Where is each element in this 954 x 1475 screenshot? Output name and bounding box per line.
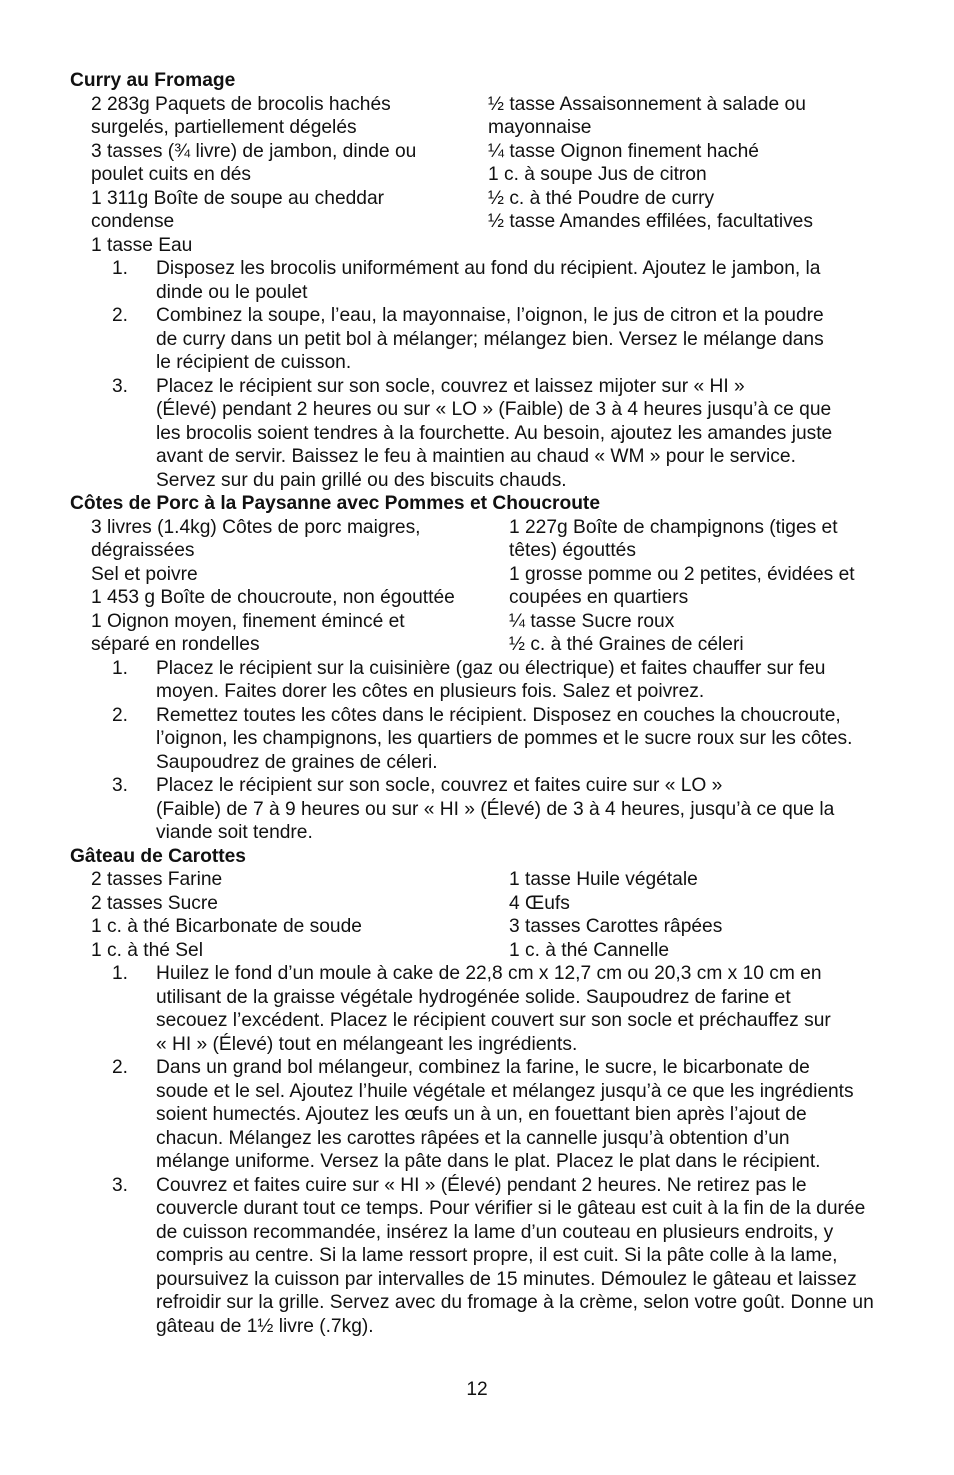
instruction-step xyxy=(112,304,906,375)
step-text-line: avant de servir. Baissez le feu à maintien au chaud « WM » pour le service. xyxy=(156,446,796,467)
step-text-line: secouez l’excédent. Placez le récipient couvert sur son socle et préchauffez sur xyxy=(156,1010,831,1031)
ingredient-line: ¼ tasse Sucre roux xyxy=(509,610,675,632)
ingredient-line: 1 c. à thé Bicarbonate de soude xyxy=(91,916,362,937)
instructions-list xyxy=(70,657,906,845)
ingredient-line: condense xyxy=(91,211,175,232)
ingredient-line: ½ c. à thé Poudre de curry xyxy=(488,187,715,209)
step-text-line: Dans un grand bol mélangeur, combinez la farine, le sucre, le bicarbonate de xyxy=(156,1057,810,1078)
instructions-list xyxy=(70,257,906,492)
recipe-title: Gâteau de Carottes xyxy=(70,845,246,867)
ingredient-line: 1 453 g Boîte de choucroute, non égouttée xyxy=(91,587,455,608)
step-text-line: Placez le récipient sur son socle, couvrez et faites cuire sur « LO » xyxy=(156,775,723,796)
step-text-line: Servez sur du pain grillé ou des biscuits chauds. xyxy=(156,469,567,491)
ingredient-line: 1 c. à thé Sel xyxy=(91,939,203,961)
ingredient-line: 1 227g Boîte de champignons (tiges et xyxy=(509,516,838,538)
step-text-line: couvercle durant tout ce temps. Pour vérifier si le gâteau est cuit à la fin de la durée xyxy=(156,1198,866,1219)
step-number: 1. xyxy=(112,657,129,679)
ingredient-line: 2 tasses Sucre xyxy=(91,892,218,914)
step-text-line: les brocolis soient tendres à la fourchette. Au besoin, ajoutez les amandes juste xyxy=(156,422,833,444)
step-text-line: (Faible) de 7 à 9 heures ou sur « HI » (Élevé) de 3 à 4 heures, jusqu’à ce que la xyxy=(156,798,835,820)
ingredient-line: 1 Oignon moyen, finement émincé et xyxy=(91,610,405,632)
page-number: 12 xyxy=(466,1379,488,1400)
step-text-line: de cuisson recommandée, insérez la lame d’un couteau en plusieurs endroits, y xyxy=(156,1221,834,1243)
step-number: 2. xyxy=(112,305,129,326)
step-text-line: Disposez les brocolis uniformément au fond du récipient. Ajoutez le jambon, la xyxy=(156,258,821,279)
ingredient-line: têtes) égouttés xyxy=(509,540,636,561)
step-text-line: Couvrez et faites cuire sur « HI » (Élevé) pendant 2 heures. Ne retirez pas le xyxy=(156,1174,807,1196)
instruction-step xyxy=(112,704,906,775)
ingredient-line: 4 Œufs xyxy=(509,892,570,914)
ingredient-line: 3 tasses (¾ livre) de jambon, dinde ou xyxy=(91,140,417,162)
step-text-line: « HI » (Élevé) tout en mélangeant les ingrédients. xyxy=(156,1033,578,1055)
ingredient-line: ½ tasse Assaisonnement à salade ou xyxy=(488,93,806,115)
ingredient-line: Sel et poivre xyxy=(91,563,198,585)
ingredients-left-column xyxy=(91,93,488,258)
ingredients-list xyxy=(70,93,906,258)
ingredient-line: 1 grosse pomme ou 2 petites, évidées et xyxy=(509,563,855,585)
recipe-title: Côtes de Porc à la Paysanne avec Pommes et Choucroute xyxy=(70,493,600,514)
recipe-curry-au-fromage xyxy=(70,69,906,492)
step-number: 2. xyxy=(112,704,129,726)
recipe-cotes-de-porc-a-la-paysanne-avec-pommes-et-choucroute xyxy=(70,492,906,845)
step-number: 3. xyxy=(112,1174,129,1196)
ingredient-line: ¼ tasse Oignon finement haché xyxy=(488,140,759,162)
ingredient-line: dégraissées xyxy=(91,540,195,561)
instruction-step xyxy=(112,257,906,304)
ingredient-line: 2 283g Paquets de brocolis hachés xyxy=(91,93,391,115)
step-text-line: chacun. Mélangez les carottes râpées et la cannelle jusqu’à obtention d’un xyxy=(156,1127,790,1149)
ingredient-line: 1 c. à soupe Jus de citron xyxy=(488,164,707,185)
step-text-line: Placez le récipient sur la cuisinière (gaz ou électrique) et faites chauffer sur feu xyxy=(156,657,826,679)
step-text-line: le récipient de cuisson. xyxy=(156,352,352,373)
ingredient-line: surgelés, partiellement dégelés xyxy=(91,117,357,138)
step-text-line: soient humectés. Ajoutez les œufs un à un, en fouettant bien après l’ajout de xyxy=(156,1104,807,1125)
step-text-line: refroidir sur la grille. Servez avec du fromage à la crème, selon votre goût. Donne un xyxy=(156,1292,874,1313)
instruction-step xyxy=(112,962,906,1056)
instruction-step xyxy=(112,657,906,704)
step-text-line: mélange uniforme. Versez la pâte dans le plat. Placez le plat dans le récipient. xyxy=(156,1151,821,1172)
ingredient-line: 3 livres (1.4kg) Côtes de porc maigres, xyxy=(91,516,421,538)
step-text-line: Remettez toutes les côtes dans le récipient. Disposez en couches la choucroute, xyxy=(156,704,841,726)
ingredient-line: séparé en rondelles xyxy=(91,634,260,655)
step-text-line: moyen. Faites dorer les côtes en plusieurs fois. Salez et poivrez. xyxy=(156,681,705,702)
step-text-line: Saupoudrez de graines de céleri. xyxy=(156,751,438,773)
ingredient-line: ½ tasse Amandes effilées, facultatives xyxy=(488,211,813,232)
step-text-line: dinde ou le poulet xyxy=(156,281,308,303)
recipe-gateau-de-carottes xyxy=(70,845,906,1339)
page-content xyxy=(70,69,906,1338)
ingredient-line: ½ c. à thé Graines de céleri xyxy=(509,634,744,655)
step-number: 2. xyxy=(112,1057,129,1078)
ingredient-line: 1 tasse Eau xyxy=(91,234,193,256)
ingredient-line: 3 tasses Carottes râpées xyxy=(509,916,723,937)
ingredient-line: 1 311g Boîte de soupe au cheddar xyxy=(91,187,385,209)
ingredient-line: poulet cuits en dés xyxy=(91,164,252,185)
step-text-line: utilisant de la graisse végétale hydrogénée solide. Saupoudrez de farine et xyxy=(156,986,791,1008)
instructions-list xyxy=(70,962,906,1338)
step-text-line: de curry dans un petit bol à mélanger; mélangez bien. Versez le mélange dans xyxy=(156,328,824,350)
ingredients-list xyxy=(70,868,906,962)
step-text-line: soude et le sel. Ajoutez l’huile végétale et mélangez jusqu’à ce que les ingrédients xyxy=(156,1080,854,1102)
instruction-step xyxy=(112,375,906,493)
ingredients-left-column xyxy=(91,868,509,962)
ingredients-left-column xyxy=(91,516,509,657)
ingredients-right-column xyxy=(509,868,906,962)
ingredient-line: 2 tasses Farine xyxy=(91,869,223,890)
step-number: 1. xyxy=(112,258,129,279)
step-text-line: compris au centre. Si la lame ressort propre, il est cuit. Si la pâte colle à la lame, xyxy=(156,1245,838,1266)
step-text-line: Placez le récipient sur son socle, couvrez et laissez mijoter sur « HI » xyxy=(156,375,745,397)
step-text-line: Huilez le fond d’un moule à cake de 22,8 cm x 12,7 cm ou 20,3 cm x 10 cm en xyxy=(156,963,822,984)
step-number: 3. xyxy=(112,775,129,796)
instruction-step xyxy=(112,774,906,845)
step-text-line: (Élevé) pendant 2 heures ou sur « LO » (Faible) de 3 à 4 heures jusqu’à ce que xyxy=(156,399,832,420)
ingredient-line: coupées en quartiers xyxy=(509,587,689,608)
ingredient-line: mayonnaise xyxy=(488,117,592,138)
ingredients-list xyxy=(70,516,906,657)
instruction-step xyxy=(112,1174,906,1339)
ingredient-line: 1 tasse Huile végétale xyxy=(509,869,698,890)
step-text-line: poursuivez la cuisson par intervalles de 15 minutes. Démoulez le gâteau et laissez xyxy=(156,1268,857,1290)
step-number: 3. xyxy=(112,375,129,397)
step-text-line: viande soit tendre. xyxy=(156,822,313,843)
instruction-step xyxy=(112,1056,906,1174)
recipe-title: Curry au Fromage xyxy=(70,70,236,91)
step-text-line: gâteau de 1½ livre (.7kg). xyxy=(156,1315,374,1337)
ingredients-right-column xyxy=(509,516,906,657)
ingredients-right-column xyxy=(488,93,906,258)
ingredient-line: 1 c. à thé Cannelle xyxy=(509,939,670,961)
step-number: 1. xyxy=(112,963,129,984)
step-text-line: l’oignon, les champignons, les quartiers de pommes et le sucre roux sur les côtes. xyxy=(156,728,853,749)
step-text-line: Combinez la soupe, l’eau, la mayonnaise, l’oignon, le jus de citron et la poudre xyxy=(156,305,824,326)
